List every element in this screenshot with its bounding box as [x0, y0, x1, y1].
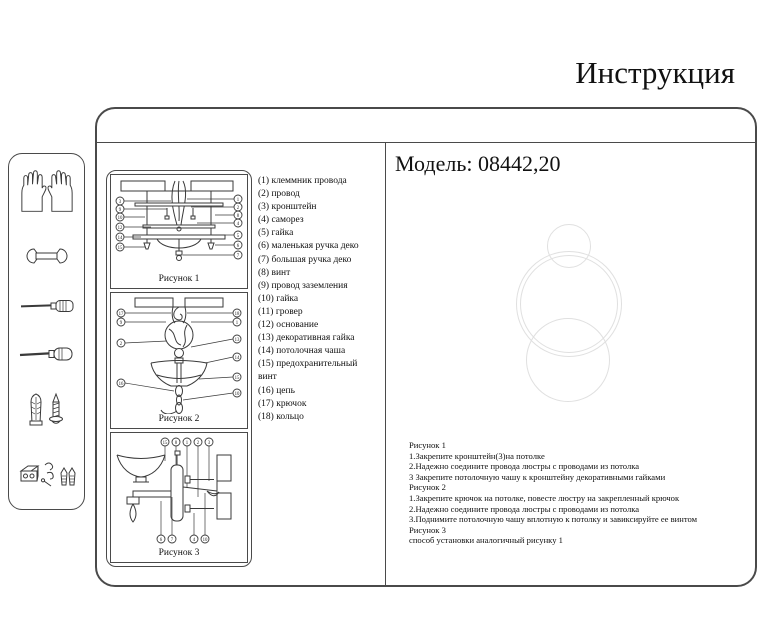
callout-number: 17	[118, 311, 124, 317]
callout-number: 15	[117, 245, 123, 251]
figure-1-box	[110, 174, 248, 289]
callout-number: 16	[118, 381, 124, 387]
wall-hatch	[217, 455, 231, 519]
figure-2-diagram	[111, 295, 247, 414]
mount-screws	[183, 476, 219, 512]
part-item: (14) потолочная чаша	[258, 346, 346, 357]
callouts-top	[161, 438, 213, 497]
callout-number: 10	[117, 215, 123, 221]
model-label: Модель: 08442,20	[395, 151, 561, 176]
part-item: (11) гровер	[258, 306, 303, 317]
small-bolts	[165, 208, 195, 219]
part-item: (17) крючок	[258, 398, 307, 409]
part-item: (9) провод заземления	[258, 280, 348, 291]
callouts-right	[183, 309, 241, 400]
tools-sidebar	[8, 153, 85, 510]
main-frame	[95, 107, 757, 587]
callouts-left	[117, 309, 174, 391]
part-item: (16) цепь	[258, 385, 295, 396]
instruction-line: 3.Поднимите потолочную чашу вплотную к потолку и завиксируйте ее винтом	[409, 514, 698, 525]
instruction-line: Рисунок 2	[409, 482, 446, 493]
callout-number: 2	[196, 440, 200, 446]
part-item: (1) клеммник провода	[258, 176, 347, 186]
callout-number: 4	[192, 537, 196, 543]
part-item: винт	[258, 372, 277, 383]
gloves-icon	[18, 168, 76, 215]
arm	[133, 491, 171, 497]
shade-bowl	[117, 455, 165, 482]
figure-3-box	[110, 432, 248, 563]
callout-number: 6	[236, 243, 240, 249]
page-title: Инструкция	[575, 55, 735, 90]
instruction-line: 3 Закрепите потолочную чашу к кронштейну декоративными гайками	[409, 471, 666, 482]
ceiling-hatch	[121, 181, 233, 191]
ceiling-hatch	[135, 298, 223, 307]
callout-number: 18	[234, 311, 240, 317]
figure-3-caption: Рисунок 3	[158, 548, 200, 558]
callout-number: 15	[234, 375, 240, 381]
callout-number: 2	[236, 205, 240, 211]
callout-number: 7	[170, 537, 174, 543]
callout-number: 1	[235, 320, 239, 326]
figure-1-diagram	[111, 177, 247, 273]
part-item: (13) декоративная гайка	[258, 333, 355, 344]
callout-number: 3	[118, 199, 122, 205]
candle-drop	[130, 504, 136, 522]
figure-2-caption: Рисунок 2	[158, 413, 200, 424]
instruction-line: 2.Надежно соедините провода люстры с проводами из потолка	[409, 503, 640, 514]
chain	[161, 385, 183, 413]
callout-number: 8	[174, 440, 178, 446]
screwdriver-icon	[18, 345, 76, 361]
callout-number: 10	[234, 391, 240, 397]
figure-2-box	[110, 292, 248, 429]
glove-right	[47, 171, 71, 212]
instruction-line: 1.Закрепите кронштейн(3)на потолке	[409, 450, 545, 461]
wrench-icon	[18, 246, 76, 266]
figure-1-caption: Рисунок 1	[158, 273, 200, 284]
wall-anchor-and-screw-icon	[18, 392, 76, 428]
callout-number: 14	[234, 355, 240, 361]
glove-left	[21, 171, 45, 212]
part-item: (4) саморез	[258, 215, 304, 226]
center-finial	[176, 239, 182, 261]
flat-screwdriver-icon	[18, 297, 76, 313]
callout-number: 13	[234, 337, 240, 343]
part-item: (3) кронштейн	[258, 202, 317, 213]
part-item: (10) гайка	[258, 293, 299, 304]
hook	[174, 307, 182, 320]
part-item: (18) кольцо	[258, 411, 304, 422]
callout-number: 15	[162, 440, 168, 446]
callout-number: 6	[159, 537, 163, 543]
part-item: (8) винт	[258, 267, 291, 278]
part-item: (5) гайка	[258, 228, 294, 239]
part-item: (7) большая ручка деко	[258, 254, 352, 265]
callout-number: 1	[185, 440, 189, 446]
parts-list	[258, 175, 390, 424]
part-item: (2) провод	[258, 189, 300, 200]
callout-number: 9	[119, 320, 123, 326]
watermark-circle-bottom	[526, 318, 610, 402]
header-divider-line	[97, 142, 755, 143]
instruction-line: Рисунок 1	[409, 440, 446, 450]
figures-panel	[106, 170, 252, 567]
instruction-line: Рисунок 3	[409, 524, 446, 535]
callout-number: 12	[117, 225, 123, 231]
assembly-instructions	[409, 440, 749, 546]
callout-number: 7	[236, 253, 240, 259]
part-item: (12) основание	[258, 320, 319, 331]
callout-number: 10	[202, 537, 208, 543]
part-item: (6) маленькая ручка деко	[258, 241, 359, 252]
part-item: (15) предохранительный	[258, 359, 358, 370]
callout-number: 9	[118, 207, 122, 213]
callout-number: 4	[236, 221, 240, 227]
bracket-plate	[171, 465, 183, 521]
wire-knot	[165, 321, 193, 349]
ceiling-cup	[151, 360, 207, 386]
instruction-line: 1.Закрепите крючок на потолке, повесте люстру на закрепленный крючок	[409, 492, 680, 503]
callout-number: 8	[236, 213, 240, 219]
instruction-line: 2.Надежно соедините провода люстры с проводами из потолка	[409, 461, 640, 472]
callout-number: 2	[119, 341, 123, 347]
fasteners-kit-icon	[17, 459, 77, 493]
callout-number: 1	[236, 197, 240, 203]
callout-number: 3	[207, 440, 211, 446]
instruction-line: способ установки аналогичный рисунку 1	[409, 535, 563, 546]
callout-number: 5	[236, 233, 240, 239]
figure-3-diagram	[111, 435, 247, 547]
callout-number: 14	[117, 235, 123, 241]
